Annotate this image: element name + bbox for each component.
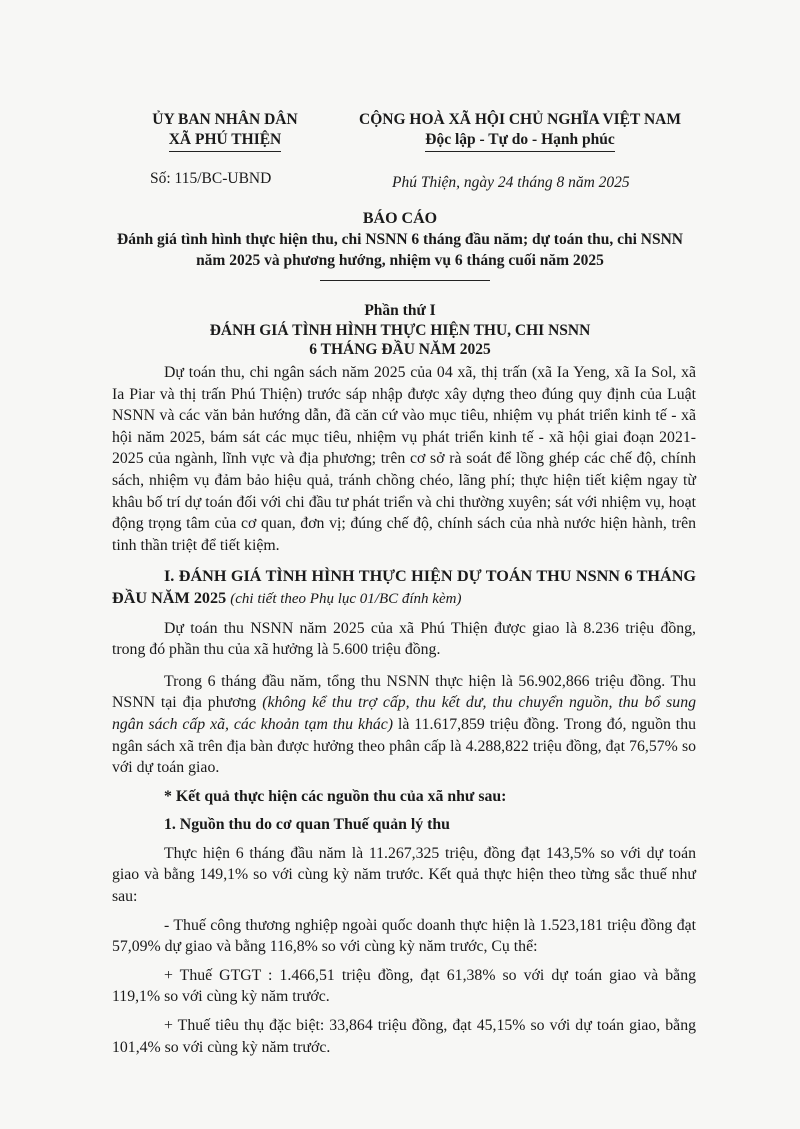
part-title-line-1: ĐÁNH GIÁ TÌNH HÌNH THỰC HIỆN THU, CHI NSNN [209, 322, 591, 339]
revenue-total-note: (không kể thu trợ cấp, thu kết dư, thu chuyển nguồn, thu bổ sung ngân sách cấp xã, các khoản tạm thu khác) [112, 694, 696, 733]
part-title-line-2: 6 THÁNG ĐẦU NĂM 2025 [309, 341, 491, 358]
issuing-authority [150, 110, 300, 152]
results-heading: * Kết quả thực hiện các nguồn thu của xã như sau: [164, 787, 507, 805]
excise-tax-paragraph: + Thuế tiêu thụ đặc biệt: 33,864 triệu đồng, đạt 45,15% so với dự toán giao, bằng 101,4% so với cùng kỳ năm trước. [112, 1017, 696, 1056]
national-motto [335, 110, 705, 152]
authority-line-2: XÃ PHÚ THIỆN [169, 130, 282, 152]
budget-estimate-paragraph: Dự toán thu NSNN năm 2025 của xã Phú Thiện được giao là 8.236 triệu đồng, trong đó phần thu của xã hưởng là 5.600 triệu đồng. [112, 619, 696, 659]
report-body [112, 362, 696, 1058]
non-state-tax-paragraph: - Thuế công thương nghiệp ngoài quốc doanh thực hiện là 1.523,181 triệu đồng đạt 57,09% dự giao và bằng 116,8% so với cùng kỳ năm trước, Cụ thể: [112, 916, 696, 956]
revenue-total-text-a: Trong 6 tháng đầu năm, tổng thu NSNN thực hiện là 56.902,866 triệu đồng. Thu NSNN tại địa phương [112, 672, 696, 712]
tax-revenue-paragraph: Thực hiện 6 tháng đầu năm là 11.267,325 triệu, đồng đạt 143,5% so với dự toán giao và bằng 149,1% so với cùng kỳ năm trước. Kết quả thực hiện theo từng sắc thuế như sau: [112, 844, 696, 906]
revenue-total-paragraph [112, 671, 696, 779]
authority-line-1: ỦY BAN NHÂN DÂN [152, 111, 298, 128]
report-subtitle: Đánh giá tình hình thực hiện thu, chi NSNN 6 tháng đầu năm; dự toán thu, chi NSNN năm 2025 và phương hướng, nhiệm vụ 6 tháng cuối năm 2025 [117, 231, 683, 269]
subsection-1-heading: 1. Nguồn thu do cơ quan Thuế quản lý thu [164, 816, 450, 834]
document-number: Số: 115/BC-UBND [150, 170, 272, 187]
part-label: Phần thứ I [364, 302, 436, 319]
revenue-total-text-c: là 11.617,859 triệu đồng. Trong đó, nguồn thu ngân sách xã trên địa bàn được hưởng theo phân cấp là 4.288,822 triệu đồng, đạt 76,57% so với dự toán giao. [112, 715, 696, 777]
report-title: BÁO CÁO [362, 210, 438, 227]
section-1-note: (chi tiết theo Phụ lục 01/BC đính kèm) [230, 590, 462, 607]
date-line: Phú Thiện, ngày 24 tháng 8 năm 2025 [392, 174, 630, 191]
vat-paragraph: + Thuế GTGT : 1.466,51 triệu đồng, đạt 61,38% so với dự toán giao và bằng 119,1% so với cùng kỳ năm trước. [112, 966, 696, 1006]
part-title [150, 321, 650, 359]
section-1-heading-text: I. ĐÁNH GIÁ TÌNH HÌNH THỰC HIỆN DỰ TOÁN THU NSNN 6 THÁNG ĐẦU NĂM 2025 [112, 567, 696, 607]
intro-paragraph: Dự toán thu, chi ngân sách năm 2025 của 04 xã, thị trấn (xã Ia Yeng, xã Ia Sol, xã Ia Piar và thị trấn Phú Thiện) trước sáp nhập được xây dựng theo đúng quy định của Luật NSNN và các văn bản hướng dẫn, đã căn cứ vào mục tiêu, nhiệm vụ phát triển kinh tế - xã hội năm 2025, bám sát các mục tiêu, nhiệm vụ phát triển kinh tế - xã hội giai đoạn 2021-2025 của ngành, lĩnh vực và địa phương; trên cơ sở rà soát để lồng ghép các chế độ, chính sách, nhiệm vụ đảm bảo hiệu quả, tránh chồng chéo, lãng phí; thực hiện tiết kiệm ngay từ khâu bố trí dự toán đối với chi đầu tư phát triển và chi thường xuyên; sát với nhiệm vụ, hoạt động trọng tâm của cơ quan, đơn vị; đúng chế độ, chính sách của nhà nước hiện hành, trên tinh thần triệt để tiết kiệm. [112, 364, 696, 554]
title-divider [320, 280, 490, 281]
motto-line-1: CỘNG HOÀ XÃ HỘI CHỦ NGHĨA VIỆT NAM [359, 111, 681, 128]
motto-line-2: Độc lập - Tự do - Hạnh phúc [425, 130, 614, 152]
section-1-heading [112, 566, 696, 610]
